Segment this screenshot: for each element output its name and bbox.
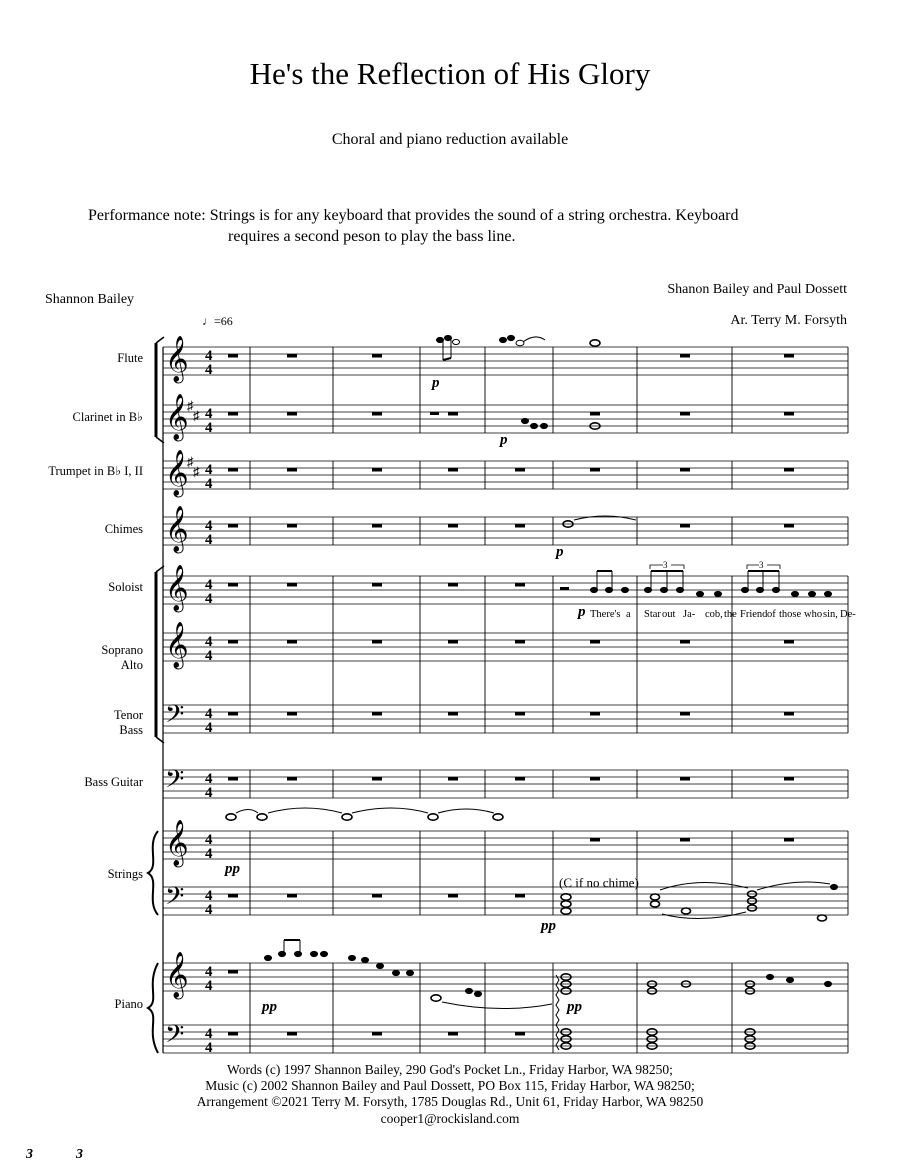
svg-text:4: 4	[205, 706, 213, 722]
dynamic-piano-1: pp	[262, 999, 277, 1015]
treble-clef-icon: 𝄞	[165, 506, 189, 551]
staff-clarinet	[163, 405, 848, 433]
instrument-label-bass-guitar: Bass Guitar	[84, 775, 143, 789]
staff-soprano-alto	[163, 633, 848, 661]
svg-text:4: 4	[205, 406, 213, 422]
lyric-word: Friend	[740, 609, 768, 620]
staff-trumpet	[163, 461, 848, 489]
instrument-label-clarinet: Clarinet in B♭	[72, 410, 143, 424]
svg-text:♯: ♯	[193, 464, 200, 479]
instrument-label-trumpet: Trumpet in B♭ I, II	[48, 464, 143, 478]
staff-chimes	[163, 517, 848, 545]
notes	[226, 335, 838, 1050]
dynamic-strings-bottom: pp	[541, 918, 556, 934]
svg-text:4: 4	[205, 634, 213, 650]
dynamic-soloist: p	[578, 604, 586, 620]
svg-text:4: 4	[205, 846, 213, 862]
bass-clef-icon: 𝄢	[165, 1021, 185, 1054]
svg-text:4: 4	[205, 420, 213, 436]
lyric-word: of	[767, 609, 776, 620]
bass-clef-icon: 𝄢	[165, 883, 185, 916]
svg-text:4: 4	[205, 1040, 213, 1056]
svg-text:4: 4	[205, 832, 213, 848]
instrument-label-soprano: Soprano	[101, 643, 143, 657]
svg-text:4: 4	[205, 348, 213, 364]
triplet-label-1: 3	[663, 560, 668, 570]
staff-bass-guitar	[163, 770, 848, 798]
dynamic-strings-top: pp	[225, 861, 240, 877]
svg-text:4: 4	[205, 1026, 213, 1042]
treble-clef-icon: 𝄞	[165, 622, 189, 667]
svg-text:4: 4	[205, 577, 213, 593]
score-title: He's the Reflection of His Glory	[249, 56, 651, 91]
lyric-word: those	[779, 609, 802, 620]
svg-text:♯: ♯	[193, 408, 200, 423]
lyric-word: Ja-	[683, 609, 696, 620]
lyric-word: the	[724, 609, 737, 620]
performance-note-line-1: Performance note: Strings is for any keyboard that provides the sound of a string orchestra. Keyboard	[88, 207, 739, 224]
arranger-credit: Ar. Terry M. Forsyth	[730, 313, 847, 328]
time-signatures	[205, 348, 213, 1056]
instrument-label-soloist: Soloist	[108, 580, 143, 594]
instrument-label-bass: Bass	[119, 723, 143, 737]
svg-text:4: 4	[205, 902, 213, 918]
instrument-label-flute: Flute	[117, 351, 143, 365]
footer-line-3: Arrangement ©2021 Terry M. Forsyth, 1785 Douglas Rd., Unit 61, Friday Harbor, WA 98250	[196, 1094, 704, 1110]
dynamic-flute: p	[432, 375, 440, 391]
lyric-word: There's	[590, 609, 621, 620]
instrument-label-strings: Strings	[107, 867, 143, 881]
svg-text:4: 4	[205, 476, 213, 492]
staff-strings-bass	[163, 887, 848, 915]
lyric-word: Star	[644, 609, 661, 620]
lyric-word: a	[626, 609, 631, 620]
svg-text:4: 4	[205, 964, 213, 980]
svg-text:4: 4	[205, 978, 213, 994]
composer-credit: Shanon Bailey and Paul Dossett	[667, 282, 847, 297]
footer-line-1: Words (c) 1997 Shannon Bailey, 290 God's Pocket Ln., Friday Harbor, WA 98250;	[227, 1062, 673, 1077]
svg-text:♯: ♯	[187, 454, 194, 469]
dynamic-clarinet: p	[500, 432, 508, 448]
brace-piano	[148, 963, 158, 1053]
key-signature-sharps	[187, 398, 200, 479]
treble-clef-icon: 𝄞	[165, 565, 189, 610]
tempo-value: =66	[214, 314, 233, 328]
svg-text:4: 4	[205, 362, 213, 378]
whole-rests	[228, 354, 794, 1036]
copyright-footer	[0, 1062, 900, 1127]
instrument-label-tenor: Tenor	[114, 708, 143, 722]
svg-text:4: 4	[205, 888, 213, 904]
lyricist-credit: Shannon Bailey	[45, 292, 135, 307]
lyric-word: out	[662, 609, 676, 620]
svg-text:♯: ♯	[187, 398, 194, 413]
page-number-left: 3	[26, 1147, 33, 1162]
svg-text:4: 4	[205, 462, 213, 478]
lyric-word: cob,	[705, 609, 723, 620]
treble-clef-icon: 𝄞	[165, 336, 189, 381]
dynamic-piano-2: pp	[567, 999, 582, 1015]
instrument-label-alto: Alto	[120, 658, 143, 672]
treble-clef-icon: 𝄞	[165, 820, 189, 865]
instrument-label-chimes: Chimes	[104, 522, 143, 536]
bass-clef-icon: 𝄢	[165, 701, 185, 734]
footer-line-2: Music (c) 2002 Shannon Bailey and Paul Dossett, PO Box 115, Friday Harbor, WA 98250;	[205, 1078, 695, 1094]
staff-flute	[163, 347, 848, 375]
treble-clef-icon: 𝄞	[165, 394, 189, 439]
instrument-label-piano: Piano	[114, 997, 143, 1011]
brace-strings	[148, 831, 158, 915]
lyric-word: who	[804, 609, 823, 620]
treble-clef-icon: 𝄞	[165, 450, 189, 495]
svg-text:4: 4	[205, 771, 213, 787]
performance-note-line-2: requires a second peson to play the bass line.	[228, 228, 516, 245]
score-subtitle: Choral and piano reduction available	[331, 131, 569, 148]
strings-note: (C if no chime)	[559, 875, 639, 890]
dynamic-chimes: p	[556, 544, 564, 560]
lyric-word: sin,	[823, 609, 838, 620]
triplet-label-2: 3	[759, 560, 764, 570]
treble-clef-icon: 𝄞	[165, 952, 189, 997]
lyric-word: De-	[840, 609, 856, 620]
page-number-right: 3	[76, 1147, 83, 1162]
measure-barlines	[250, 347, 848, 1053]
svg-text:4: 4	[205, 532, 213, 548]
svg-text:4: 4	[205, 785, 213, 801]
staff-piano-treble	[163, 963, 848, 991]
svg-text:4: 4	[205, 591, 213, 607]
staff-strings-treble	[163, 831, 848, 859]
quarter-note-icon: ♩	[202, 314, 214, 328]
lyrics	[590, 609, 856, 620]
svg-text:4: 4	[205, 720, 213, 736]
bass-clef-icon: 𝄢	[165, 766, 185, 799]
staff-tenor-bass	[163, 705, 848, 733]
svg-text:4: 4	[205, 518, 213, 534]
svg-text:4: 4	[205, 648, 213, 664]
footer-email: cooper1@rockisland.com	[380, 1110, 520, 1126]
